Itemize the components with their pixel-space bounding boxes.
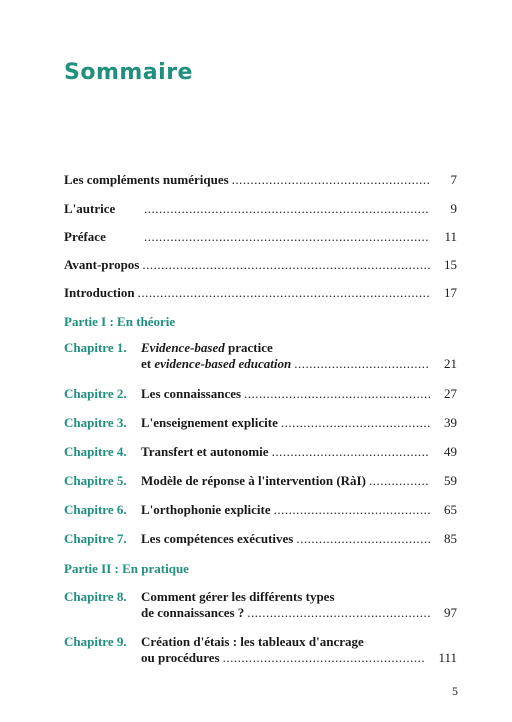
chapter-title-line2: et evidence-based education [141,356,292,371]
chapter-number: Chapitre 2. [64,386,127,401]
toc-entry-label: Avant-propos [64,257,140,272]
toc-entry-page: 65 [444,502,457,517]
toc-entry-preface[interactable] [64,229,457,245]
toc-entry-autrice[interactable] [64,201,457,217]
leader-dots [244,386,430,402]
chapter-number: Chapitre 4. [64,444,127,459]
part-heading-1: Partie I : En théorie [64,314,176,329]
chapter-number: Chapitre 5. [64,473,127,488]
toc-entry-chapter-4[interactable] [64,444,457,460]
toc-entry-chapter-6[interactable] [64,502,457,518]
toc-entry-page: 111 [438,650,457,665]
page-title: Sommaire [64,60,193,85]
chapter-title: L'orthophonie explicite [141,502,271,517]
chapter-title: Les compétences exécutives [141,531,294,546]
chapter-title-line1: Comment gérer les différents types [141,589,335,604]
toc-entry-chapter-7[interactable] [64,531,457,547]
chapter-title-line1: Création d'étais : les tableaux d'ancrage [141,634,364,649]
chapter-title: Les connaissances [141,386,242,401]
chapter-number: Chapitre 1. [64,340,127,355]
toc-entry-label: Les compléments numériques [64,172,229,187]
toc-entry-page: 97 [444,605,457,620]
leader-dots [274,502,430,518]
leader-dots [223,650,426,666]
chapter-title-line1: Evidence-based practice [141,340,273,355]
toc-entry-complements[interactable] [64,172,457,188]
leader-dots [369,473,430,489]
toc-entry-page: 85 [444,531,457,546]
toc-entry-page: 49 [444,444,457,459]
toc-entry-page: 39 [444,415,457,430]
toc-entry-page: 17 [444,285,457,300]
toc-entry-page: 27 [444,386,457,401]
chapter-number: Chapitre 7. [64,531,127,546]
part-heading-2: Partie II : En pratique [64,561,189,576]
toc-entry-chapter-8[interactable] [64,589,457,621]
leader-dots [247,605,430,621]
toc-entry-page: 15 [444,257,457,272]
toc-entry-label: Introduction [64,285,135,300]
chapter-number: Chapitre 8. [64,589,127,604]
toc-entry-page: 7 [450,172,457,187]
chapter-title: L'enseignement explicite [141,415,278,430]
leader-dots [294,356,430,372]
chapter-number: Chapitre 9. [64,634,127,649]
leader-dots [138,285,430,301]
toc-entry-label: Préface [64,229,106,244]
toc-entry-page: 11 [444,229,457,244]
toc-entry-page: 21 [444,356,457,371]
chapter-title: Transfert et autonomie [141,444,269,459]
page-number: 5 [452,684,458,698]
leader-dots [296,531,430,547]
toc-entry-page: 59 [444,473,457,488]
toc-entry-chapter-9[interactable] [64,634,457,666]
toc-entry-introduction[interactable] [64,285,457,301]
leader-dots [144,229,430,245]
chapter-title-line2: de connaissances ? [141,605,245,620]
leader-dots [281,415,430,431]
toc-entry-chapter-3[interactable] [64,415,457,431]
chapter-number: Chapitre 6. [64,502,127,517]
leader-dots [232,172,430,188]
toc-entry-avant-propos[interactable] [64,257,457,273]
chapter-title-line2: ou procédures [141,650,220,665]
leader-dots [142,257,430,273]
toc-entry-page: 9 [450,201,457,216]
toc-entry-chapter-5[interactable] [64,473,457,489]
toc-entry-chapter-1[interactable] [64,340,457,372]
leader-dots [272,444,430,460]
chapter-title: Modèle de réponse à l'intervention (RàI) [141,473,366,488]
chapter-number: Chapitre 3. [64,415,127,430]
toc-entry-label: L'autrice [64,201,116,216]
toc-entry-chapter-2[interactable] [64,386,457,402]
leader-dots [144,201,430,217]
